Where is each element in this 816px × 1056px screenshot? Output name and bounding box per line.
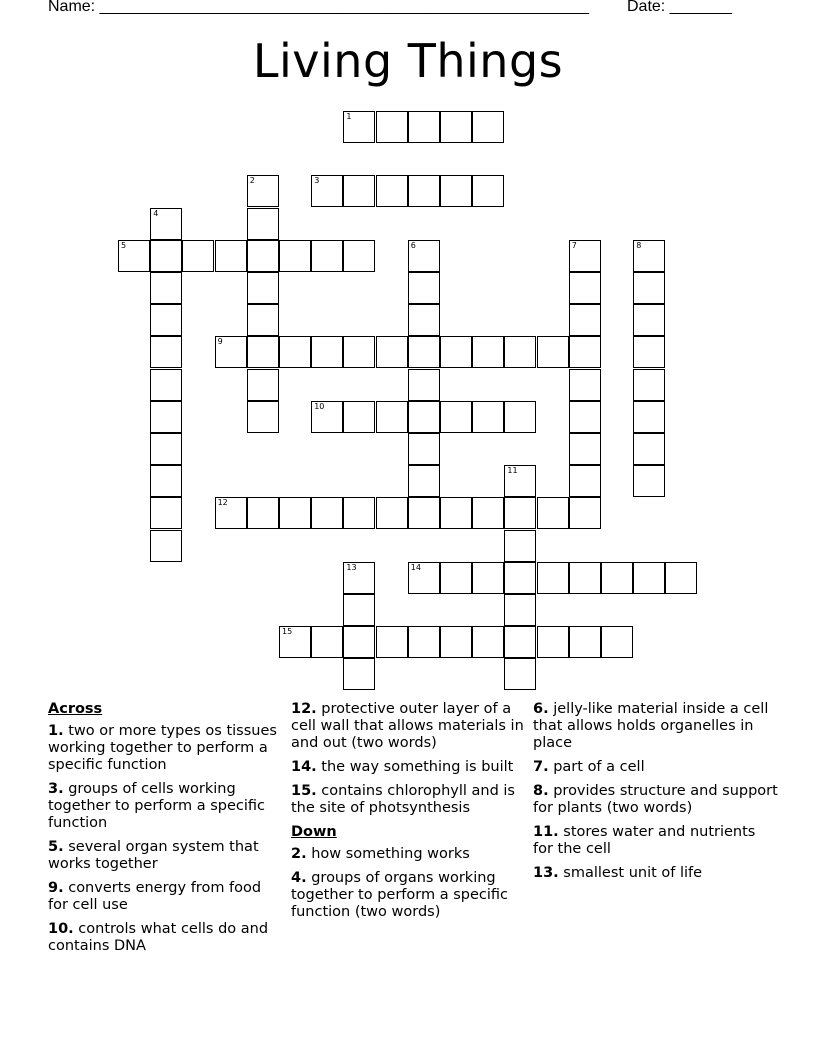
grid-cell[interactable] — [408, 304, 440, 336]
grid-cell[interactable] — [408, 465, 440, 497]
clue-text: groups of organs working together to perform a specific function (two words) — [291, 870, 508, 920]
grid-cell[interactable] — [150, 208, 182, 240]
clue-text: how something works — [311, 846, 470, 862]
clue-text: smallest unit of life — [563, 865, 703, 881]
grid-cell[interactable] — [504, 594, 536, 626]
grid-cell[interactable] — [215, 497, 247, 529]
clue-text: controls what cells do and contains DNA — [48, 921, 269, 954]
grid-cell[interactable] — [408, 240, 440, 272]
clues-column-2 — [291, 701, 527, 928]
grid-cell[interactable] — [247, 272, 279, 304]
grid-cell[interactable] — [504, 497, 536, 529]
grid-cell[interactable] — [376, 336, 408, 368]
grid-cell[interactable] — [408, 401, 440, 433]
grid-cell[interactable] — [376, 626, 408, 658]
across-clue-14 — [291, 759, 527, 776]
grid-cell[interactable] — [150, 497, 182, 529]
grid-cell[interactable] — [150, 401, 182, 433]
grid-cell[interactable] — [311, 401, 343, 433]
grid-cell[interactable] — [343, 336, 375, 368]
cell-number: 6 — [410, 240, 416, 250]
clue-text: the way something is built — [321, 759, 514, 775]
cell-number: 8 — [636, 240, 642, 250]
grid-cell[interactable] — [633, 336, 665, 368]
grid-cell[interactable] — [343, 401, 375, 433]
cell-number: 10 — [314, 401, 325, 411]
grid-cell[interactable] — [504, 401, 536, 433]
grid-cell[interactable] — [504, 465, 536, 497]
grid-cell[interactable] — [215, 240, 247, 272]
grid-cell[interactable] — [537, 626, 569, 658]
grid-cell[interactable] — [408, 272, 440, 304]
down-clue-6 — [533, 701, 778, 752]
grid-cell[interactable] — [472, 497, 504, 529]
clue-number: 7. — [533, 759, 549, 775]
clue-number: 8. — [533, 783, 549, 799]
grid-cell[interactable] — [408, 626, 440, 658]
cell-number: 13 — [346, 562, 357, 572]
grid-cell[interactable] — [311, 497, 343, 529]
across-clue-5 — [48, 839, 284, 873]
grid-cell[interactable] — [601, 626, 633, 658]
grid-cell[interactable] — [569, 497, 601, 529]
cell-number: 2 — [249, 176, 255, 186]
grid-cell[interactable] — [408, 369, 440, 401]
clue-number: 2. — [291, 846, 307, 862]
grid-cell[interactable] — [247, 401, 279, 433]
grid-cell[interactable] — [247, 369, 279, 401]
grid-cell[interactable] — [537, 336, 569, 368]
grid-cell[interactable] — [376, 401, 408, 433]
grid-cell[interactable] — [569, 401, 601, 433]
grid-cell[interactable] — [440, 111, 472, 143]
clue-text: jelly-like material inside a cell that allows holds organelles in place — [533, 701, 769, 751]
cell-number: 7 — [571, 240, 577, 250]
down-clue-13 — [533, 865, 778, 882]
clue-text: protective outer layer of a cell wall that allows materials in and out (two words) — [291, 701, 524, 751]
grid-cell[interactable] — [537, 562, 569, 594]
down-clue-4 — [291, 870, 527, 921]
grid-cell[interactable] — [343, 175, 375, 207]
grid-cell[interactable] — [279, 626, 311, 658]
grid-cell[interactable] — [279, 336, 311, 368]
clue-number: 3. — [48, 781, 64, 797]
across-clue-3 — [48, 781, 284, 832]
grid-cell[interactable] — [408, 497, 440, 529]
name-field-label: Name: _______________________________________________________ — [48, 0, 589, 15]
grid-cell[interactable] — [247, 240, 279, 272]
grid-cell[interactable] — [150, 304, 182, 336]
across-clue-15 — [291, 783, 527, 817]
grid-cell[interactable] — [408, 175, 440, 207]
across-clue-1 — [48, 723, 284, 774]
clue-number: 5. — [48, 839, 64, 855]
cell-number: 11 — [507, 466, 518, 476]
clue-number: 10. — [48, 921, 74, 937]
across-clue-12 — [291, 701, 527, 752]
cell-number: 5 — [121, 240, 127, 250]
cell-number: 15 — [282, 627, 293, 637]
clue-text: several organ system that works together — [48, 839, 259, 872]
grid-cell[interactable] — [408, 336, 440, 368]
across-clue-9 — [48, 880, 284, 914]
grid-cell[interactable] — [408, 433, 440, 465]
grid-cell[interactable] — [504, 530, 536, 562]
across-clue-10 — [48, 921, 284, 955]
grid-cell[interactable] — [408, 111, 440, 143]
grid-cell[interactable] — [150, 369, 182, 401]
grid-cell[interactable] — [150, 530, 182, 562]
clue-number: 15. — [291, 783, 317, 799]
clue-text: groups of cells working together to perform a specific function — [48, 781, 265, 831]
grid-cell[interactable] — [472, 175, 504, 207]
grid-cell[interactable] — [440, 401, 472, 433]
grid-cell[interactable] — [633, 240, 665, 272]
grid-cell[interactable] — [247, 497, 279, 529]
clue-text: contains chlorophyll and is the site of photsynthesis — [291, 783, 515, 816]
clues-column-3 — [533, 701, 778, 889]
grid-cell[interactable] — [279, 240, 311, 272]
grid-cell[interactable] — [150, 240, 182, 272]
grid-cell[interactable] — [247, 336, 279, 368]
grid-cell[interactable] — [633, 369, 665, 401]
clue-number: 14. — [291, 759, 317, 775]
grid-cell[interactable] — [504, 658, 536, 690]
down-clue-11 — [533, 824, 778, 858]
grid-cell[interactable] — [504, 336, 536, 368]
grid-cell[interactable] — [343, 626, 375, 658]
clue-number: 11. — [533, 824, 559, 840]
grid-cell[interactable] — [279, 497, 311, 529]
grid-cell[interactable] — [633, 304, 665, 336]
clue-text: converts energy from food for cell use — [48, 880, 262, 913]
clue-number: 4. — [291, 870, 307, 886]
grid-cell[interactable] — [343, 497, 375, 529]
grid-cell[interactable] — [504, 626, 536, 658]
grid-cell[interactable] — [633, 401, 665, 433]
grid-cell[interactable] — [569, 626, 601, 658]
grid-cell[interactable] — [440, 497, 472, 529]
clue-text: part of a cell — [553, 759, 645, 775]
grid-cell[interactable] — [601, 562, 633, 594]
grid-cell[interactable] — [311, 336, 343, 368]
page-title: Living Things — [252, 34, 564, 88]
grid-cell[interactable] — [472, 626, 504, 658]
grid-cell[interactable] — [150, 465, 182, 497]
grid-cell[interactable] — [569, 562, 601, 594]
grid-cell[interactable] — [569, 272, 601, 304]
grid-cell[interactable] — [343, 658, 375, 690]
grid-cell[interactable] — [215, 336, 247, 368]
clue-text: stores water and nutrients for the cell — [533, 824, 756, 857]
grid-cell[interactable] — [504, 562, 536, 594]
grid-cell[interactable] — [665, 562, 697, 594]
grid-cell[interactable] — [343, 240, 375, 272]
grid-cell[interactable] — [376, 111, 408, 143]
clues-column-1 — [48, 701, 284, 962]
cell-number: 3 — [314, 176, 320, 186]
across-heading: Across — [48, 701, 103, 717]
grid-cell[interactable] — [472, 111, 504, 143]
grid-cell[interactable] — [633, 562, 665, 594]
date-field-label: Date: _______ — [627, 0, 732, 15]
grid-cell[interactable] — [150, 433, 182, 465]
clue-text: two or more types os tissues working together to perform a specific function — [48, 723, 277, 773]
grid-cell[interactable] — [311, 175, 343, 207]
grid-cell[interactable] — [472, 401, 504, 433]
grid-cell[interactable] — [182, 240, 214, 272]
clue-number: 1. — [48, 723, 64, 739]
grid-cell[interactable] — [247, 208, 279, 240]
grid-cell[interactable] — [150, 272, 182, 304]
grid-cell[interactable] — [247, 304, 279, 336]
down-clue-2 — [291, 846, 527, 863]
grid-cell[interactable] — [440, 175, 472, 207]
grid-cell[interactable] — [311, 626, 343, 658]
grid-cell[interactable] — [569, 433, 601, 465]
grid-cell[interactable] — [440, 562, 472, 594]
grid-cell[interactable] — [408, 562, 440, 594]
down-clue-8 — [533, 783, 778, 817]
cell-number: 12 — [217, 498, 228, 508]
clue-number: 13. — [533, 865, 559, 881]
grid-cell[interactable] — [440, 626, 472, 658]
clue-number: 9. — [48, 880, 64, 896]
clue-number: 12. — [291, 701, 317, 717]
grid-cell[interactable] — [569, 240, 601, 272]
grid-cell[interactable] — [569, 465, 601, 497]
grid-cell[interactable] — [569, 304, 601, 336]
grid-cell[interactable] — [118, 240, 150, 272]
grid-cell[interactable] — [150, 336, 182, 368]
grid-cell[interactable] — [343, 562, 375, 594]
cell-number: 9 — [217, 337, 223, 347]
grid-cell[interactable] — [311, 240, 343, 272]
grid-cell[interactable] — [472, 562, 504, 594]
down-heading: Down — [291, 824, 337, 840]
grid-cell[interactable] — [472, 336, 504, 368]
cell-number: 14 — [410, 562, 421, 572]
grid-cell[interactable] — [376, 497, 408, 529]
cell-number: 4 — [153, 208, 159, 218]
clue-number: 6. — [533, 701, 549, 717]
cell-number: 1 — [346, 112, 352, 121]
grid-cell[interactable] — [376, 175, 408, 207]
grid-cell[interactable] — [633, 465, 665, 497]
grid-cell[interactable] — [633, 433, 665, 465]
clue-text: provides structure and support for plants (two words) — [533, 783, 778, 816]
grid-cell[interactable] — [343, 594, 375, 626]
grid-cell[interactable] — [537, 497, 569, 529]
grid-cell[interactable] — [569, 369, 601, 401]
grid-cell[interactable] — [633, 272, 665, 304]
grid-cell[interactable] — [569, 336, 601, 368]
down-clue-7 — [533, 759, 778, 776]
grid-cell[interactable] — [343, 111, 375, 143]
grid-cell[interactable] — [247, 175, 279, 207]
grid-cell[interactable] — [440, 336, 472, 368]
